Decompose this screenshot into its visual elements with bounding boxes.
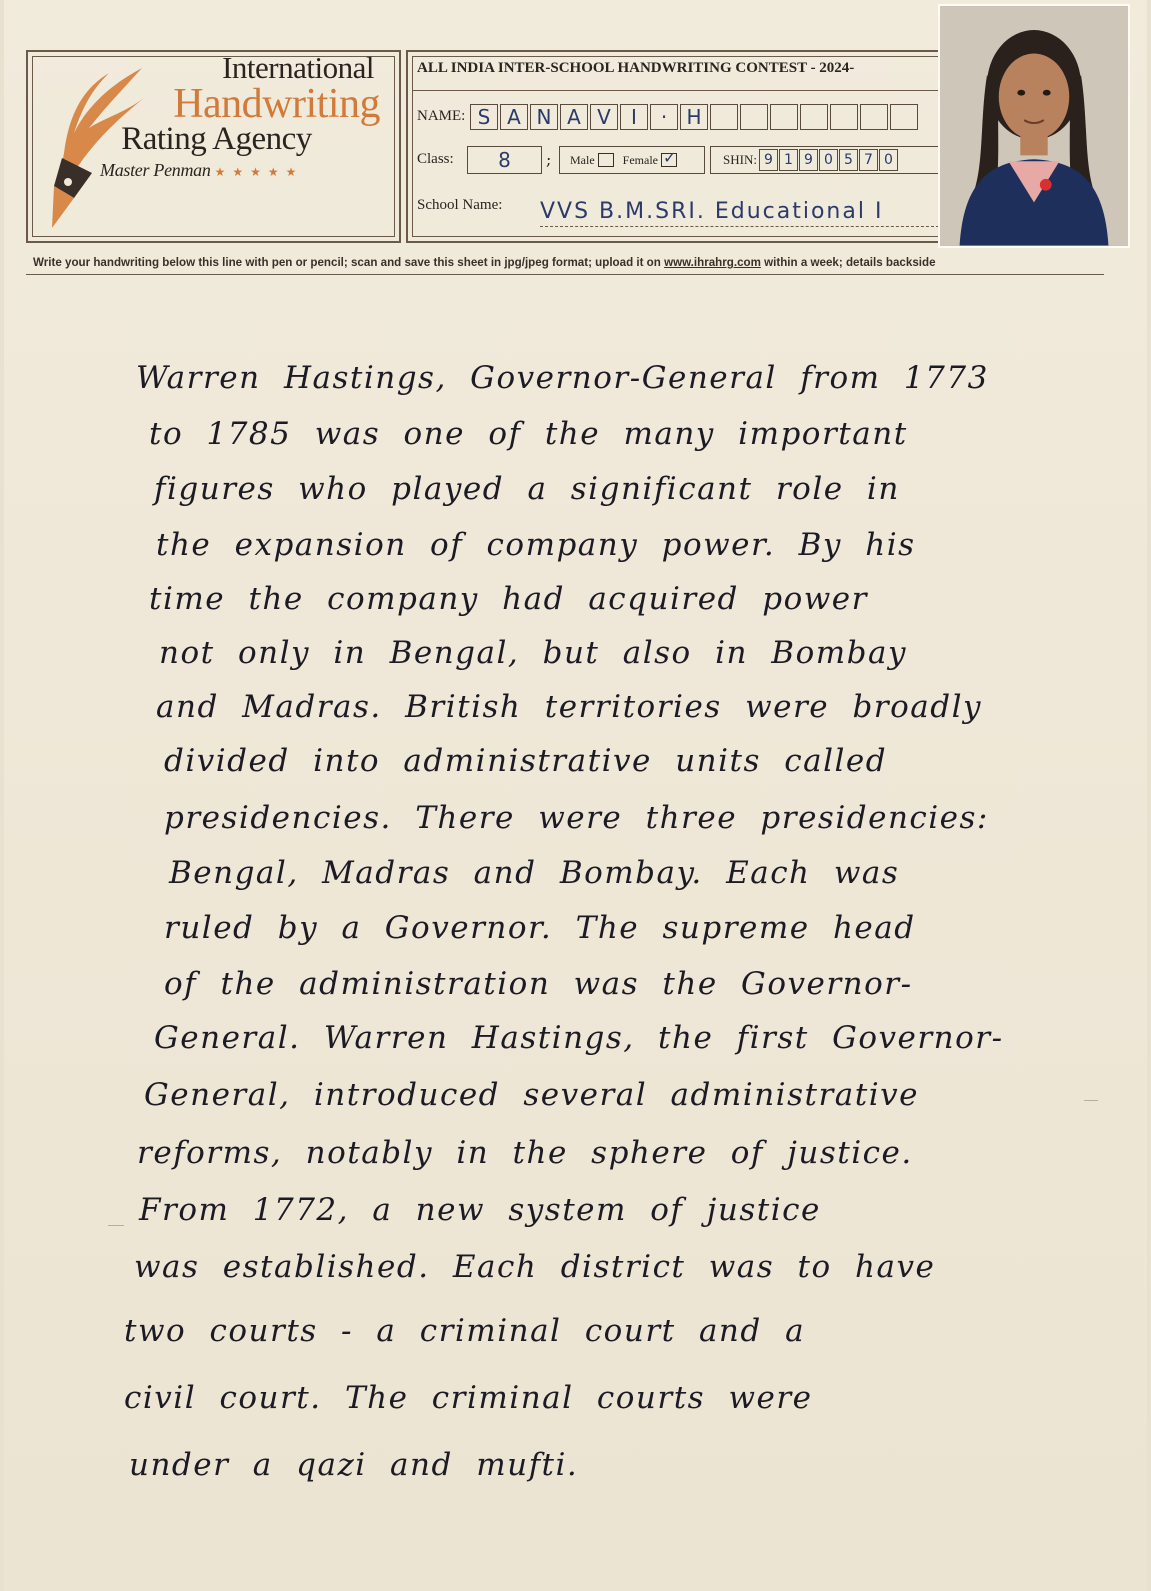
name-char-box[interactable]: H xyxy=(680,104,708,130)
name-char-box[interactable]: A xyxy=(560,104,588,130)
female-checkbox[interactable] xyxy=(661,148,677,167)
margin-mark xyxy=(1084,1100,1098,1101)
name-char-box[interactable] xyxy=(830,104,858,130)
name-char-box[interactable] xyxy=(710,104,738,130)
shin-digit-box[interactable]: 9 xyxy=(799,149,818,171)
brand-name-line2: Handwriting xyxy=(173,81,380,127)
name-char-box[interactable] xyxy=(800,104,828,130)
name-char-box[interactable]: V xyxy=(590,104,618,130)
gender-field xyxy=(559,146,705,174)
name-char-box[interactable] xyxy=(770,104,798,130)
handwritten-line: ruled by a Governor. The supreme head xyxy=(164,910,916,946)
contest-title: ALL INDIA INTER-SCHOOL HANDWRITING CONTEST - 2024- xyxy=(417,60,855,76)
shin-digit-box[interactable]: 7 xyxy=(859,149,878,171)
handwritten-line: divided into administrative units called xyxy=(164,743,888,779)
handwritten-line: General. Warren Hastings, the first Governor- xyxy=(154,1020,1004,1056)
checkmark-icon: ✓ xyxy=(662,148,677,167)
handwritten-line: two courts - a criminal court and a xyxy=(124,1313,806,1349)
handwritten-line: and Madras. British territories were broadly xyxy=(156,689,983,725)
name-char-box[interactable] xyxy=(740,104,768,130)
brand-tagline xyxy=(100,160,360,181)
separator: ; xyxy=(546,150,552,169)
instruction-text: Write your handwriting below this line with pen or pencil; scan and save this sheet in jpg/jpeg format; upload it on xyxy=(33,256,665,269)
handwritten-line: to 1785 was one of the many important xyxy=(149,416,908,452)
handwritten-line: was established. Each district was to have xyxy=(134,1249,936,1285)
class-field[interactable]: 8 xyxy=(467,146,542,174)
name-char-box[interactable]: N xyxy=(530,104,558,130)
male-checkbox[interactable] xyxy=(598,153,614,167)
handwritten-line: Bengal, Madras and Bombay. Each was xyxy=(169,855,900,891)
divider xyxy=(412,90,942,91)
handwritten-line: of the administration was the Governor- xyxy=(164,966,913,1002)
shin-digit-box[interactable]: 0 xyxy=(879,149,898,171)
handwritten-line: presidencies. There were three presidencies: xyxy=(164,800,989,836)
brand-tagline-text: Master Penman xyxy=(100,160,211,180)
shin-digit-boxes[interactable] xyxy=(759,149,899,171)
name-char-box[interactable]: A xyxy=(500,104,528,130)
brand-name-line1: International xyxy=(222,50,374,85)
school-name-label: School Name: xyxy=(417,197,503,213)
shin-label: SHIN: xyxy=(723,152,757,167)
handwritten-line: From 1772, a new system of justice xyxy=(139,1192,821,1228)
instruction-text-end: within a week; details backside xyxy=(760,256,936,269)
name-char-box[interactable]: · xyxy=(650,104,678,130)
school-name-field[interactable]: VVS B.M.SRI. Educational I xyxy=(540,199,944,227)
handwritten-line: the expansion of company power. By his xyxy=(156,527,916,563)
writing-start-rule xyxy=(26,274,1104,275)
brand-name-line3: Rating Agency xyxy=(121,121,312,157)
name-label: NAME: xyxy=(417,108,466,124)
male-label: Male xyxy=(570,152,595,167)
shin-digit-box[interactable]: 5 xyxy=(839,149,858,171)
contest-sheet xyxy=(4,0,1147,1591)
name-char-box[interactable] xyxy=(860,104,888,130)
handwritten-line: figures who played a significant role in xyxy=(154,471,900,507)
handwritten-line: Warren Hastings, Governor-General from 1773 xyxy=(136,360,989,396)
handwritten-line: under a qazi and mufti. xyxy=(129,1447,579,1483)
handwritten-line: not only in Bengal, but also in Bombay xyxy=(159,635,907,671)
website-link[interactable]: www.ihrahrg.com xyxy=(664,256,761,269)
rating-stars-icon: ★ ★ ★ ★ ★ xyxy=(214,165,299,179)
name-char-box[interactable]: I xyxy=(620,104,648,130)
student-portrait-photo xyxy=(938,4,1130,248)
class-label: Class: xyxy=(417,151,454,167)
shin-digit-box[interactable]: 9 xyxy=(759,149,778,171)
female-label: Female xyxy=(622,152,658,167)
name-char-box[interactable]: S xyxy=(470,104,498,130)
shin-field xyxy=(710,146,940,174)
margin-mark xyxy=(108,1225,124,1226)
name-field[interactable] xyxy=(470,104,920,130)
handwritten-line: reforms, notably in the sphere of justice. xyxy=(137,1135,913,1171)
shin-digit-box[interactable]: 0 xyxy=(819,149,838,171)
handwritten-line: civil court. The criminal courts were xyxy=(124,1380,813,1416)
name-char-box[interactable] xyxy=(890,104,918,130)
upload-instruction xyxy=(33,256,1103,269)
shin-digit-box[interactable]: 1 xyxy=(779,149,798,171)
handwritten-line: time the company had acquired power xyxy=(149,581,868,617)
handwritten-line: General, introduced several administrative xyxy=(144,1077,919,1113)
